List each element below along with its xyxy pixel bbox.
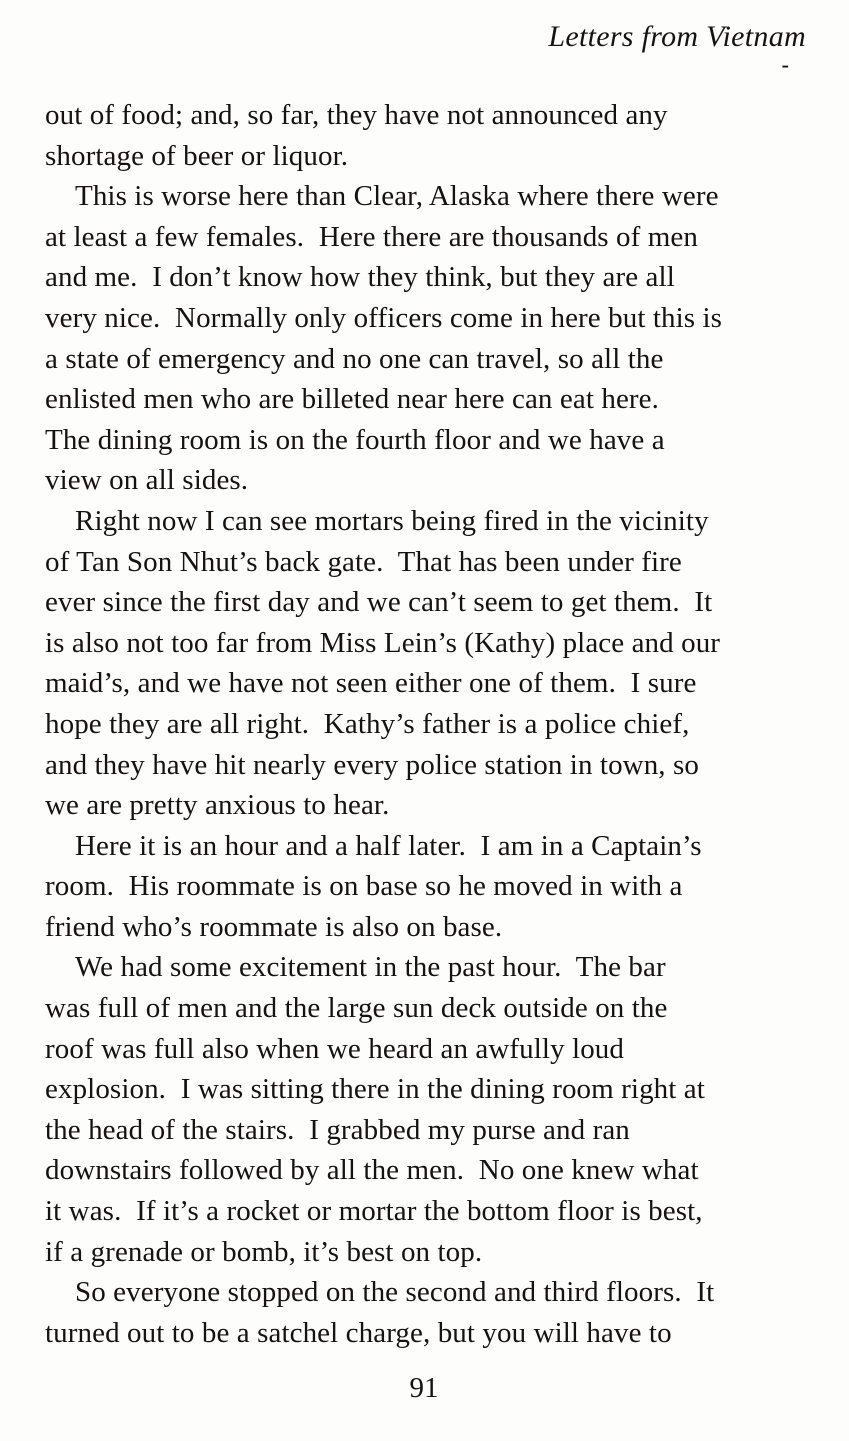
text-line: maid’s, and we have not seen either one of them. I sure	[45, 667, 697, 700]
text-line: This is worse here than Clear, Alaska where there were	[75, 180, 719, 213]
paragraph	[45, 947, 813, 1272]
text-line: of Tan Son Nhut’s back gate. That has been under fire	[45, 545, 682, 578]
running-header: Letters from Vietnam	[548, 20, 806, 53]
text-line: Right now I can see mortars being fired in the vicinity	[75, 504, 709, 537]
text-line: out of food; and, so far, they have not announced any	[45, 99, 668, 131]
text-line: is also not too far from Miss Lein’s (Kathy) place and our	[45, 626, 721, 659]
text-line: We had some excitement in the past hour. The bar	[75, 951, 666, 984]
text-line: it was. If it’s a rocket or mortar the bottom floor is best,	[45, 1195, 703, 1228]
paragraph	[45, 95, 813, 176]
paragraph	[45, 1272, 813, 1353]
text-line: was full of men and the large sun deck outside on the	[45, 992, 668, 1025]
text-line: at least a few females. Here there are thousands of men	[45, 220, 698, 253]
text-line: and they have hit nearly every police station in town, so	[45, 748, 699, 781]
text-line: explosion. I was sitting there in the dining room right at	[45, 1073, 705, 1106]
text-line: Here it is an hour and a half later. I am in a Captain’s	[75, 829, 702, 862]
text-line: enlisted men who are billeted near here can eat here.	[45, 383, 659, 416]
page-number: 91	[409, 1372, 439, 1404]
text-line: hope they are all right. Kathy’s father is a police chief,	[45, 707, 690, 740]
text-line: we are pretty anxious to hear.	[45, 789, 390, 822]
text-line: So everyone stopped on the second and third floors. It	[75, 1276, 715, 1309]
text-line: downstairs followed by all the men. No one knew what	[45, 1154, 699, 1187]
paragraph	[45, 826, 813, 948]
text-line: The dining room is on the fourth floor and we have a	[45, 423, 665, 456]
body-text	[45, 95, 813, 1353]
text-line: and me. I don’t know how they think, but they are all	[45, 261, 675, 294]
paragraph	[45, 501, 813, 826]
text-line: if a grenade or bomb, it’s best on top.	[45, 1235, 483, 1268]
text-line: friend who’s roommate is also on base.	[45, 910, 503, 943]
text-line: the head of the stairs. I grabbed my purse and ran	[45, 1113, 630, 1146]
text-line: room. His roommate is on base so he moved in with a	[45, 870, 683, 903]
text-line: very nice. Normally only officers come in here but this is	[45, 301, 723, 334]
text-line: shortage of beer or liquor.	[45, 139, 349, 172]
text-line: ever since the first day and we can’t seem to get them. It	[45, 586, 713, 619]
scan-artifact-mark: -	[781, 52, 789, 77]
text-line: a state of emergency and no one can travel, so all the	[45, 342, 664, 375]
paragraph	[45, 176, 813, 501]
text-line: turned out to be a satchel charge, but you will have to	[45, 1316, 672, 1349]
text-line: view on all sides.	[45, 464, 249, 497]
text-line: roof was full also when we heard an awfully loud	[45, 1032, 624, 1065]
